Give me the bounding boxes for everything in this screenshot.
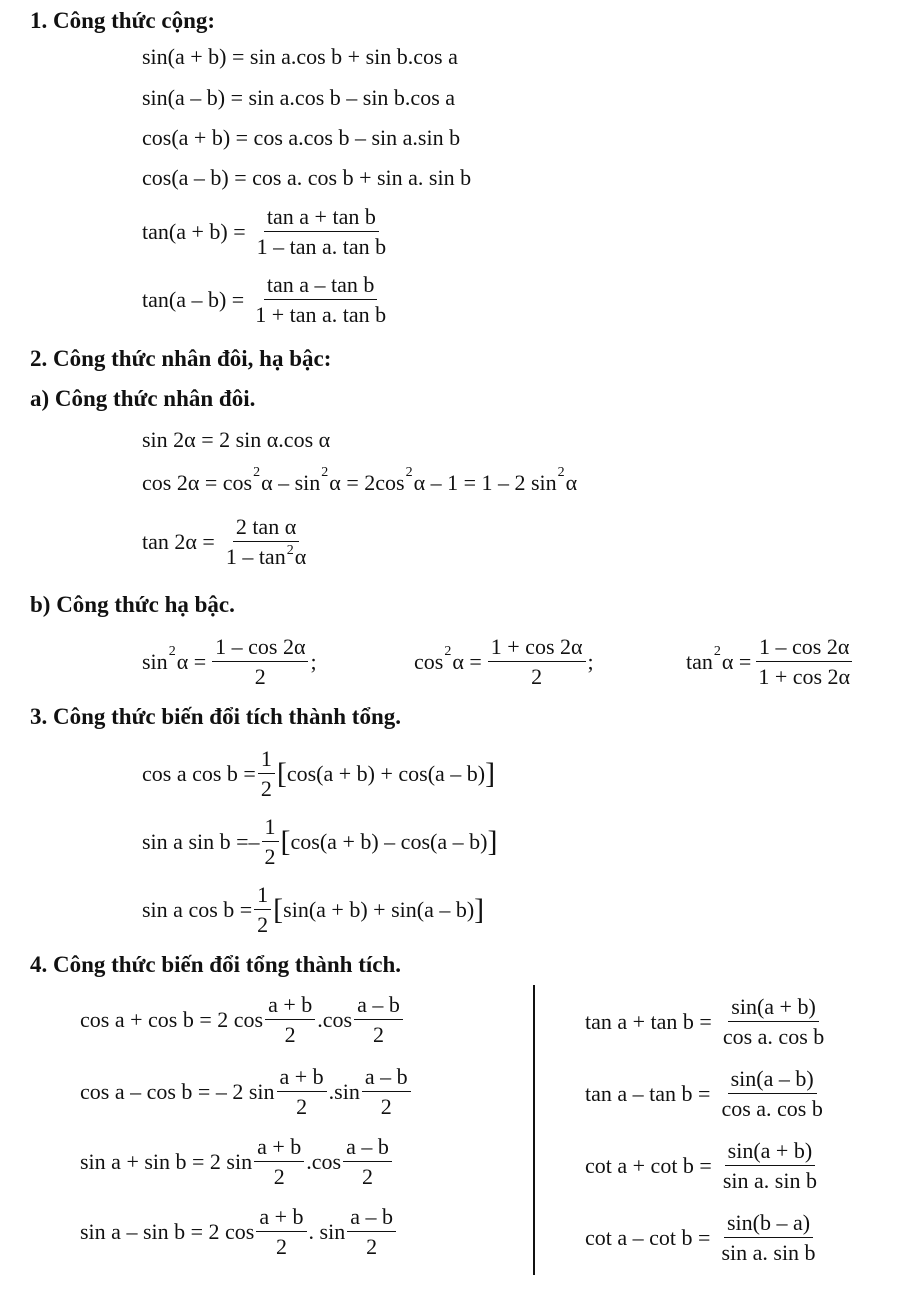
left-bracket: [ xyxy=(276,756,287,790)
lhs: cos a – cos b = – 2 sin xyxy=(80,1078,275,1104)
lhs: tan(a – b) = xyxy=(142,286,245,312)
numerator: 1 xyxy=(262,814,279,842)
fraction xyxy=(488,634,586,690)
denominator: cos a. cos b xyxy=(722,1024,825,1050)
numerator: a – b xyxy=(362,1064,411,1092)
denominator: 2 xyxy=(380,1094,392,1120)
formula-cos-diff: cos(a – b) = cos a. cos b + sin a. sin b xyxy=(142,165,472,190)
formula-tan-minus-tan xyxy=(585,1066,828,1122)
exponent: 2 xyxy=(713,643,721,659)
numerator: a + b xyxy=(277,1064,327,1092)
part: α = xyxy=(452,648,482,674)
lhs: tan a – tan b = xyxy=(585,1080,711,1106)
fraction-half xyxy=(258,746,275,802)
numerator: tan a – tan b xyxy=(264,272,378,300)
exponent: 2 xyxy=(168,643,176,659)
fraction xyxy=(343,1134,392,1190)
lhs: cot a – cot b = xyxy=(585,1224,711,1250)
denominator: 2 xyxy=(264,844,276,870)
fraction xyxy=(265,992,315,1048)
denominator: 2 xyxy=(273,1164,285,1190)
fraction xyxy=(254,204,390,260)
numerator: sin(a + b) xyxy=(725,1138,816,1166)
formula-tan-diff xyxy=(142,272,391,328)
mid: .cos xyxy=(317,1006,353,1032)
numerator: a + b xyxy=(265,992,315,1020)
denominator: 2 xyxy=(531,664,543,690)
numerator: tan a + tan b xyxy=(264,204,379,232)
numerator: sin(a + b) xyxy=(728,994,819,1022)
exponent: 2 xyxy=(405,465,413,480)
part: α – sin xyxy=(261,470,321,495)
body: sin(a + b) + sin(a – b) xyxy=(283,896,475,922)
denominator: 1 – tan a. tan b xyxy=(256,234,387,260)
formula-cos-2a xyxy=(142,465,578,496)
body: cos(a + b) + cos(a – b) xyxy=(286,760,486,786)
exponent: 2 xyxy=(444,643,452,659)
formula-cos-sum: cos(a + b) = cos a.cos b – sin a.sin b xyxy=(142,125,461,150)
numerator: 1 – cos 2α xyxy=(756,634,852,662)
denominator: 2 xyxy=(275,1234,287,1260)
denominator: 1 + cos 2α xyxy=(758,664,851,690)
formula-cos-minus-cos xyxy=(80,1064,413,1120)
part: α = xyxy=(721,648,752,674)
lhs: cot a + cot b = xyxy=(585,1152,712,1178)
exponent: 2 xyxy=(557,465,565,480)
exponent: 2 xyxy=(253,465,261,480)
numerator: 1 xyxy=(258,746,275,774)
denominator: 2 xyxy=(257,912,269,938)
denominator: 2 xyxy=(372,1022,384,1048)
fraction xyxy=(252,272,389,328)
formula-tan-sum xyxy=(142,204,391,260)
denominator: 2 xyxy=(260,776,272,802)
mid: . sin xyxy=(308,1218,346,1244)
mid: .cos xyxy=(306,1148,342,1174)
part: α = xyxy=(176,648,207,674)
numerator: a + b xyxy=(254,1134,304,1162)
lhs: tan 2α = xyxy=(142,528,215,554)
part: α xyxy=(565,470,578,495)
mid: .sin xyxy=(328,1078,360,1104)
separator: ; xyxy=(587,648,594,674)
heading-double-angle: a) Công thức nhân đôi. xyxy=(30,386,256,411)
formula-cos-squared xyxy=(414,634,594,690)
right-bracket: ] xyxy=(485,756,496,790)
numerator: a – b xyxy=(347,1204,396,1232)
fraction xyxy=(256,1204,306,1260)
fraction xyxy=(277,1064,327,1120)
formula-sin-cos xyxy=(142,882,484,938)
fraction xyxy=(254,1134,304,1190)
lhs: cos a + cos b = 2 cos xyxy=(80,1006,264,1032)
fraction xyxy=(347,1204,396,1260)
fraction xyxy=(718,1210,818,1266)
fraction xyxy=(755,634,853,690)
lhs: cos a cos b = xyxy=(142,760,256,786)
numerator: sin(b – a) xyxy=(724,1210,813,1238)
denominator: 2 xyxy=(254,664,266,690)
numerator: a + b xyxy=(256,1204,306,1232)
numerator: sin(a – b) xyxy=(728,1066,817,1094)
fraction-half xyxy=(254,882,271,938)
fraction xyxy=(720,1138,820,1194)
formula-sin-diff: sin(a – b) = sin a.cos b – sin b.cos a xyxy=(142,85,456,110)
heading-addition-formulas: 1. Công thức cộng: xyxy=(30,8,216,33)
fraction-half xyxy=(262,814,279,870)
fraction xyxy=(718,1066,825,1122)
exponent: 2 xyxy=(321,465,329,480)
separator: ; xyxy=(310,648,317,674)
numerator: a – b xyxy=(354,992,403,1020)
formula-sin-sum: sin(a + b) = sin a.cos b + sin b.cos a xyxy=(142,44,458,69)
part: α – 1 = 1 – 2 sin xyxy=(413,470,557,495)
denominator: sin a. sin b xyxy=(722,1168,817,1194)
formula-cot-minus-cot xyxy=(585,1210,821,1266)
denominator: 2 xyxy=(366,1234,378,1260)
part: α = 2cos xyxy=(329,470,405,495)
numerator: 1 + cos 2α xyxy=(488,634,586,662)
heading-product-to-sum: 3. Công thức biến đổi tích thành tổng. xyxy=(30,704,402,729)
formula-tan-2a xyxy=(142,514,311,570)
formula-tan-plus-tan xyxy=(585,994,829,1050)
lhs: sin a sin b = xyxy=(142,828,249,854)
fraction xyxy=(362,1064,411,1120)
column-divider xyxy=(533,985,535,1275)
formula-sin-2a: sin 2α = 2 sin α.cos α xyxy=(142,427,331,452)
part: sin xyxy=(142,648,168,674)
numerator: 1 – cos 2α xyxy=(212,634,308,662)
lhs: tan(a + b) = xyxy=(142,218,246,244)
body: cos(a + b) – cos(a – b) xyxy=(290,828,488,854)
lhs: sin a – sin b = 2 cos xyxy=(80,1218,255,1244)
right-bracket: ] xyxy=(487,824,498,858)
denominator: 2 xyxy=(361,1164,373,1190)
lhs: sin a + sin b = 2 sin xyxy=(80,1148,253,1174)
numerator: 1 xyxy=(254,882,271,910)
denominator xyxy=(223,542,309,569)
heading-double-angle-power-reduction: 2. Công thức nhân đôi, hạ bậc: xyxy=(30,346,332,371)
numerator: a – b xyxy=(343,1134,392,1162)
formula-cot-plus-cot xyxy=(585,1138,822,1194)
fraction xyxy=(212,634,308,690)
denominator: 2 xyxy=(296,1094,308,1120)
numerator: 2 tan α xyxy=(233,514,299,542)
part: 1 – tan xyxy=(225,544,286,570)
denominator: sin a. sin b xyxy=(721,1240,816,1266)
right-bracket: ] xyxy=(474,892,485,926)
exponent: 2 xyxy=(286,543,294,559)
sign: – xyxy=(248,828,260,854)
part: α xyxy=(294,544,307,570)
denominator: 1 + tan a. tan b xyxy=(255,302,387,328)
denominator: cos a. cos b xyxy=(721,1096,823,1122)
denominator: 2 xyxy=(284,1022,296,1048)
lhs: tan a + tan b = xyxy=(585,1008,712,1034)
lhs: sin a cos b = xyxy=(142,896,253,922)
heading-sum-to-product: 4. Công thức biến đổi tổng thành tích. xyxy=(30,952,402,977)
left-bracket: [ xyxy=(273,892,284,926)
formula-tan-squared xyxy=(686,634,855,690)
formula-cos-cos xyxy=(142,746,495,802)
formula-sin-squared xyxy=(142,634,317,690)
formula-sin-plus-sin xyxy=(80,1134,394,1190)
heading-power-reduction: b) Công thức hạ bậc. xyxy=(30,592,235,617)
fraction xyxy=(223,514,309,570)
part: cos 2α = cos xyxy=(142,470,253,495)
formula-sin-sin xyxy=(142,814,497,870)
left-bracket: [ xyxy=(280,824,291,858)
formula-sin-minus-sin xyxy=(80,1204,398,1260)
part: tan xyxy=(686,648,713,674)
formula-cos-plus-cos xyxy=(80,992,405,1048)
fraction xyxy=(720,994,827,1050)
fraction xyxy=(354,992,403,1048)
part: cos xyxy=(414,648,444,674)
